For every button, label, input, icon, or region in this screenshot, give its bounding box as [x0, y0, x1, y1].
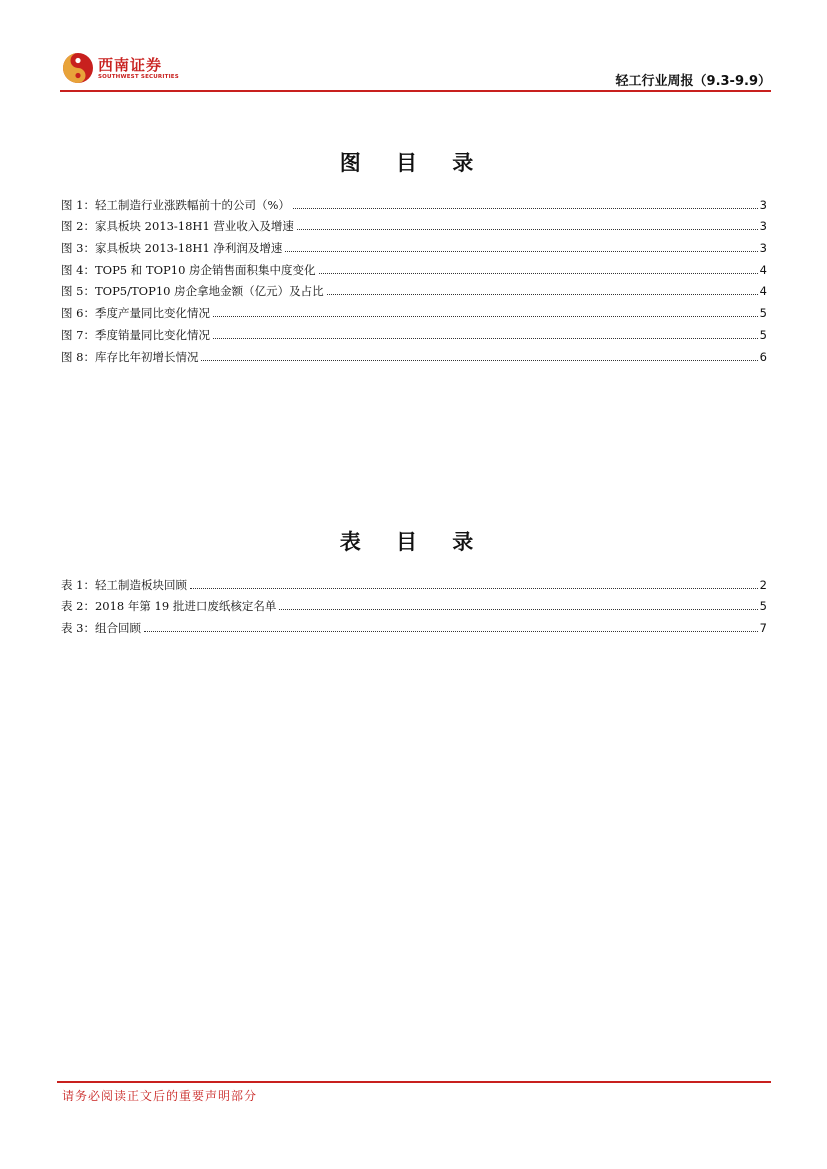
- logo-chinese-name: 西南证券: [98, 56, 163, 74]
- toc-entry[interactable]: [61, 320, 767, 342]
- toc-entry-page: 3: [759, 197, 767, 212]
- dot-leader: [279, 608, 757, 610]
- toc-entry-label: 图 1：轻工制造行业涨跌幅前十的公司（%）: [61, 197, 290, 212]
- dot-leader: [190, 587, 758, 589]
- toc-entry-label: 图 2：家具板块 2013-18H1 营业收入及增速: [61, 219, 294, 234]
- toc-entry[interactable]: [61, 592, 767, 614]
- toc-entry-page: 6: [759, 349, 767, 364]
- dot-leader: [285, 250, 757, 252]
- toc-entry-page: 2: [759, 577, 767, 592]
- toc-entry-page: 7: [759, 621, 767, 636]
- figure-toc-title: 图 目 录: [339, 150, 488, 175]
- toc-entry-label: 图 8：库存比年初增长情况: [61, 349, 199, 364]
- toc-entry[interactable]: [61, 277, 767, 299]
- table-toc-list: [61, 570, 767, 635]
- company-logo: [60, 50, 180, 86]
- toc-entry-label: 表 1：轻工制造板块回顾: [61, 577, 187, 592]
- logo-emblem-icon: [62, 52, 94, 84]
- dot-leader: [213, 315, 758, 317]
- toc-entry-label: 图 4：TOP5 和 TOP10 房企销售面积集中度变化: [61, 262, 316, 277]
- page-header: [60, 46, 771, 94]
- toc-entry-page: 4: [759, 262, 767, 277]
- dot-leader: [144, 630, 758, 632]
- figure-toc-list: [61, 190, 767, 364]
- footer-disclaimer: 请务必阅读正文后的重要声明部分: [62, 1089, 258, 1103]
- footer-divider: [57, 1081, 771, 1083]
- toc-entry-label: 图 7：季度销量同比变化情况: [61, 327, 210, 342]
- dot-leader: [293, 207, 758, 209]
- toc-entry-page: 3: [759, 219, 767, 234]
- toc-entry[interactable]: [61, 298, 767, 320]
- toc-entry-page: 5: [759, 599, 767, 614]
- toc-entry[interactable]: [61, 233, 767, 255]
- toc-entry[interactable]: [61, 570, 767, 592]
- toc-entry-page: 5: [759, 306, 767, 321]
- toc-entry-page: 3: [759, 241, 767, 256]
- toc-entry-label: 图 6：季度产量同比变化情况: [61, 306, 210, 321]
- toc-entry[interactable]: [61, 212, 767, 234]
- toc-entry-label: 表 2：2018 年第 19 批进口废纸核定名单: [61, 599, 277, 614]
- toc-entry[interactable]: [61, 342, 767, 364]
- dot-leader: [213, 337, 758, 339]
- dot-leader: [319, 272, 758, 274]
- table-toc-title: 表 目 录: [339, 529, 488, 554]
- dot-leader: [297, 228, 758, 230]
- dot-leader: [201, 359, 757, 361]
- header-divider: [60, 90, 771, 92]
- toc-entry[interactable]: [61, 613, 767, 635]
- toc-entry[interactable]: [61, 190, 767, 212]
- toc-entry-label: 图 5：TOP5/TOP10 房企拿地金额（亿元）及占比: [61, 284, 324, 299]
- toc-entry-label: 表 3：组合回顾: [61, 621, 141, 636]
- toc-entry[interactable]: [61, 255, 767, 277]
- report-title: 轻工行业周报（9.3-9.9）: [615, 74, 771, 89]
- logo-english-name: SOUTHWEST SECURITIES: [98, 74, 179, 80]
- toc-entry-page: 5: [759, 327, 767, 342]
- toc-entry-label: 图 3：家具板块 2013-18H1 净利润及增速: [61, 241, 283, 256]
- toc-entry-page: 4: [759, 284, 767, 299]
- dot-leader: [327, 293, 758, 295]
